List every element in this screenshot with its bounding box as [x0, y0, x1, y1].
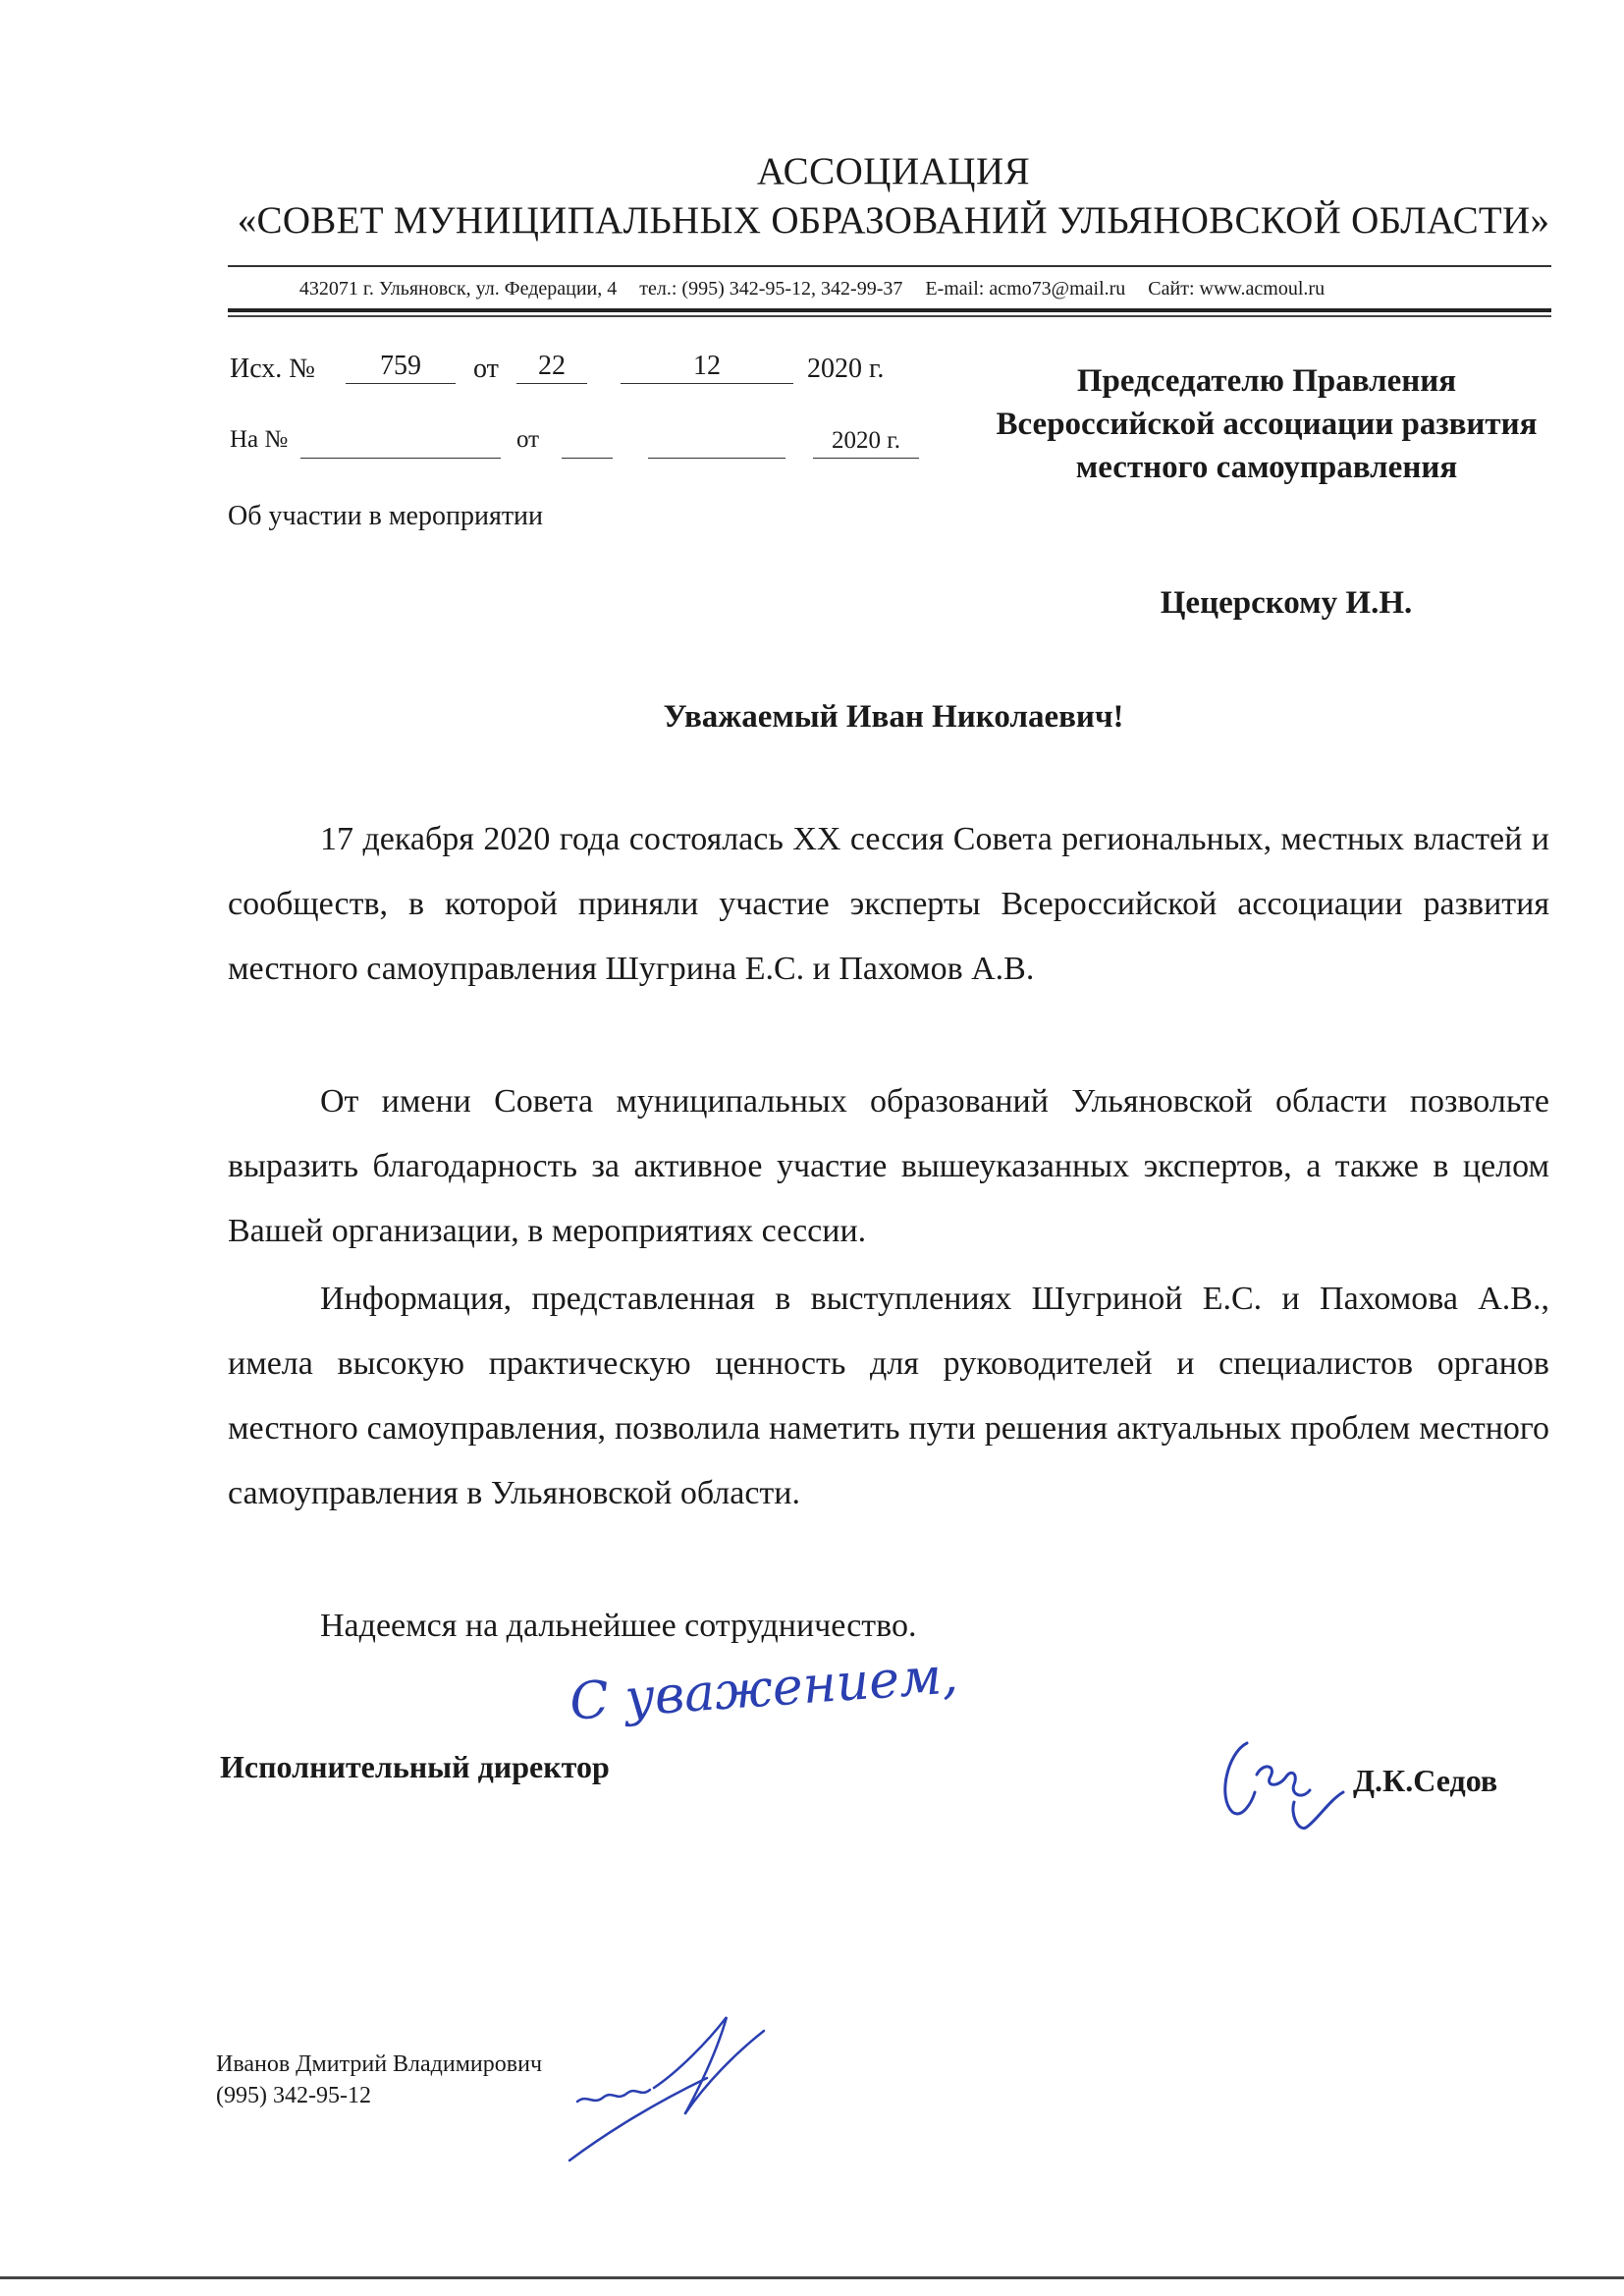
org-website: Сайт: www.acmoul.ru [1148, 278, 1326, 300]
addressee-title: Председателю Правления Всероссийской ассоциации развития местного самоуправления [996, 363, 1538, 485]
page-bottom-edge [0, 2276, 1624, 2279]
outgoing-month: 12 [621, 350, 793, 384]
reference-number-blank [300, 424, 501, 459]
executor-phone: (995) 342-95-12 [216, 2083, 371, 2108]
letterhead-contacts [0, 278, 1624, 301]
body-paragraph-4: Надеемся на дальнейшее сотрудничество. [320, 1608, 917, 1644]
outgoing-number: 759 [346, 350, 456, 384]
org-address: 432071 г. Ульяновск, ул. Федерации, 4 [298, 278, 618, 300]
signer-name: Д.К.Седов [1353, 1763, 1498, 1798]
reference-number-label: На № [230, 426, 289, 453]
executor-name: Иванов Дмитрий Владимирович [216, 2051, 543, 2077]
reference-date-label: от [516, 426, 540, 453]
body-paragraph-3: Информация, представленная в выступлениях Шугриной Е.С. и Пахомова А.В., имела высокую практическую ценность для руководителей и специалистов органов местного самоуправления, позволила наметить пути решения актуальных проблем местного самоуправления в Ульяновской области. [228, 1281, 1549, 1511]
letterhead-rule-thick [228, 308, 1551, 312]
org-phone: тел.: (995) 342-95-12, 342-99-37 [639, 278, 903, 300]
org-name-line2: «СОВЕТ МУНИЦИПАЛЬНЫХ ОБРАЗОВАНИЙ УЛЬЯНОВСКОЙ ОБЛАСТИ» [237, 199, 1550, 242]
letterhead-rule-bottom [228, 315, 1551, 317]
body-paragraph-2: От имени Совета муниципальных образований Ульяновской области позвольте выразить благодарность за активное участие вышеуказанных экспертов, а также в целом Вашей организации, в мероприятиях сессии. [228, 1083, 1549, 1249]
reference-day-blank [562, 424, 613, 459]
letterhead-rule-top [228, 265, 1551, 267]
reference-year: 2020 г. [813, 424, 919, 459]
addressee-name: Цецерскому И.Н. [1160, 585, 1413, 621]
salutation: Уважаемый Иван Николаевич! [663, 699, 1124, 735]
director-signature [1208, 1704, 1345, 1841]
reference-month-blank [648, 424, 785, 459]
executor-signature [560, 2003, 805, 2180]
outgoing-date-label: от [473, 354, 499, 384]
org-name-line1: АССОЦИАЦИЯ [756, 150, 1031, 192]
signer-title: Исполнительный директор [220, 1749, 610, 1784]
org-email: E-mail: acmo73@mail.ru [925, 278, 1126, 300]
outgoing-number-label: Исх. № [230, 354, 315, 384]
body-paragraph-1: 17 декабря 2020 года состоялась XX сессия Совета региональных, местных властей и сообществ, в которой приняли участие эксперты Всероссийской ассоциации развития местного самоуправления Шугрина Е.С. и Пахомов А.В. [228, 821, 1549, 987]
outgoing-day: 22 [516, 350, 587, 384]
letter-subject: Об участии в мероприятии [228, 501, 544, 531]
handwritten-closing: С уважением, [568, 1646, 960, 1732]
outgoing-year: 2020 г. [807, 354, 885, 384]
